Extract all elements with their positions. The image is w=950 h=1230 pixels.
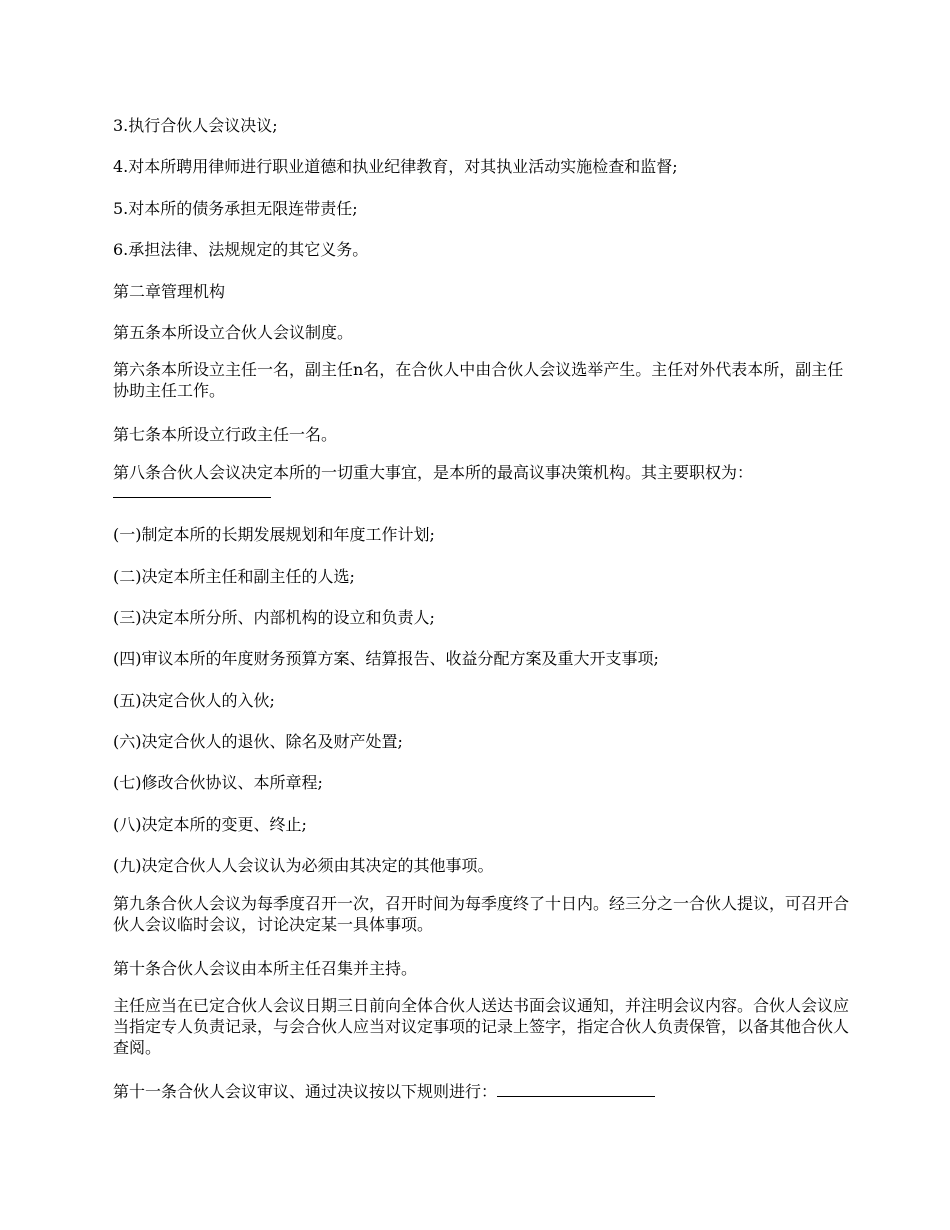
list-item-2: (二)决定本所主任和副主任的人选; bbox=[113, 567, 355, 586]
list-item-6: (六)决定合伙人的退伙、除名及财产处置; bbox=[113, 732, 403, 751]
paragraph-article-11-text: 第十一条合伙人会议审议、通过决议按以下规则进行： bbox=[113, 1082, 498, 1101]
paragraph-clause-6: 6.承担法律、法规规定的其它义务。 bbox=[113, 240, 369, 259]
paragraph-article-7: 第七条本所设立行政主任一名。 bbox=[113, 425, 338, 444]
paragraph-clause-5: 5.对本所的债务承担无限连带责任; bbox=[113, 199, 358, 218]
list-item-9: (九)决定合伙人人会议认为必须由其决定的其他事项。 bbox=[113, 856, 494, 875]
paragraph-notice-rule: 主任应当在已定合伙人会议日期三日前向全体合伙人送达书面会议通知，并注明会议内容。合伙人会议应当指定专人负责记录，与会合伙人应当对议定事项的记录上签字，指定合伙人负责保管，以备其他合伙人查阅。 bbox=[113, 996, 850, 1057]
paragraph-article-8: 第八条合伙人会议决定本所的一切重大事宜，是本所的最高议事决策机构。其主要职权为： bbox=[113, 463, 754, 482]
list-item-3: (三)决定本所分所、内部机构的设立和负责人; bbox=[113, 608, 435, 627]
list-item-1: (一)制定本所的长期发展规划和年度工作计划; bbox=[113, 525, 435, 544]
blank-underline bbox=[113, 497, 271, 498]
list-item-5: (五)决定合伙人的入伙; bbox=[113, 691, 275, 710]
blank-underline-inline bbox=[497, 1095, 655, 1097]
paragraph-clause-4: 4.对本所聘用律师进行职业道德和执业纪律教育，对其执业活动实施检查和监督; bbox=[113, 157, 678, 176]
paragraph-article-11 bbox=[113, 1081, 655, 1102]
paragraph-clause-3: 3.执行合伙人会议决议; bbox=[113, 116, 278, 135]
paragraph-article-10: 第十条合伙人会议由本所主任召集并主持。 bbox=[113, 959, 418, 978]
list-item-4: (四)审议本所的年度财务预算方案、结算报告、收益分配方案及重大开支事项; bbox=[113, 649, 659, 668]
paragraph-article-6: 第六条本所设立主任一名，副主任n名，在合伙人中由合伙人会议选举产生。主任对外代表本所，副主任协助主任工作。 bbox=[113, 360, 844, 400]
paragraph-article-5: 第五条本所设立合伙人会议制度。 bbox=[113, 323, 354, 342]
paragraph-article-9: 第九条合伙人会议为每季度召开一次，召开时间为每季度终了十日内。经三分之一合伙人提议，可召开合伙人会议临时会议，讨论决定某一具体事项。 bbox=[113, 894, 850, 934]
chapter-heading: 第二章管理机构 bbox=[113, 282, 226, 301]
list-item-7: (七)修改合伙协议、本所章程; bbox=[113, 773, 323, 792]
list-item-8: (八)决定本所的变更、终止; bbox=[113, 815, 307, 834]
